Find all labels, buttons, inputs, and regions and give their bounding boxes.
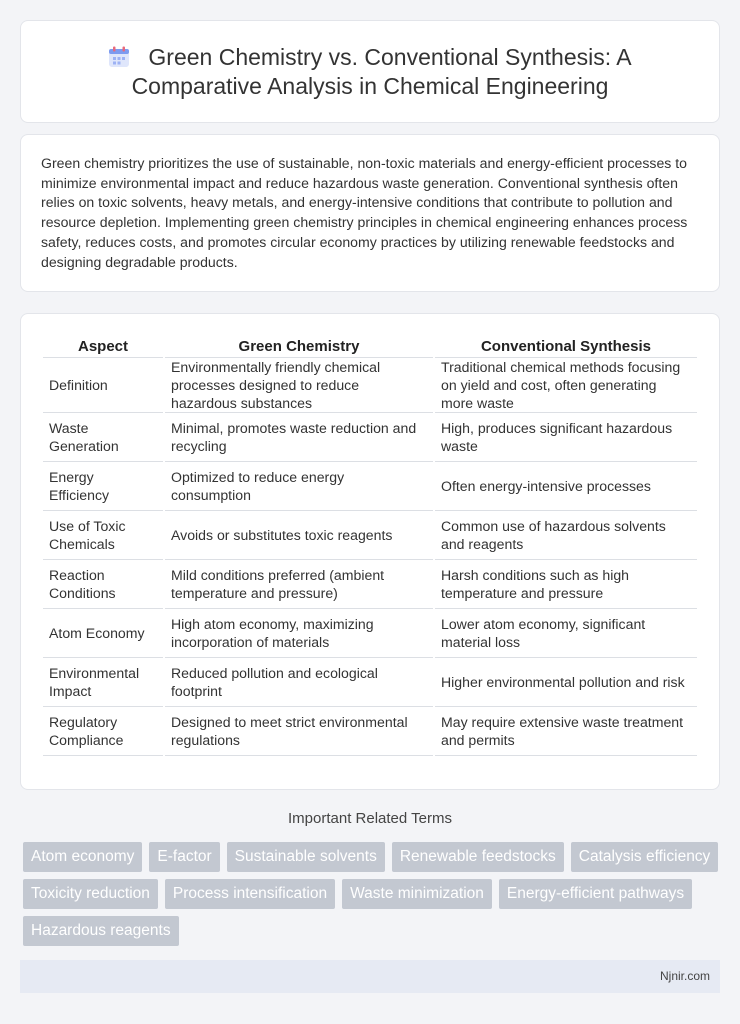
related-terms-heading: Important Related Terms — [288, 810, 452, 827]
aspect-cell: Environmental Impact — [43, 658, 163, 707]
related-term-tag[interactable]: Toxicity reduction — [23, 879, 158, 909]
conventional-cell: May require extensive waste treatment and permits — [435, 707, 697, 756]
page-title — [60, 43, 680, 101]
table-row — [43, 560, 697, 609]
related-term-tag[interactable]: Process intensification — [165, 879, 335, 909]
related-term-tag[interactable]: Renewable feedstocks — [392, 842, 564, 872]
aspect-cell: Atom Economy — [43, 609, 163, 658]
table-row — [43, 658, 697, 707]
green-cell: Designed to meet strict environmental regulations — [165, 707, 433, 756]
conventional-cell: High, produces significant hazardous waste — [435, 413, 697, 462]
aspect-cell: Regulatory Compliance — [43, 707, 163, 756]
related-term-tag[interactable]: E-factor — [149, 842, 219, 872]
related-term-tag[interactable]: Sustainable solvents — [227, 842, 385, 872]
related-term-tag[interactable]: Waste minimization — [342, 879, 492, 909]
comparison-table — [41, 332, 699, 756]
header-conventional-synthesis: Conventional Synthesis — [435, 332, 697, 358]
related-term-tag[interactable]: Energy-efficient pathways — [499, 879, 692, 909]
table-row — [43, 413, 697, 462]
related-terms-list — [23, 842, 723, 946]
green-cell: Environmentally friendly chemical processes designed to reduce hazardous substances — [165, 358, 433, 413]
conventional-cell: Higher environmental pollution and risk — [435, 658, 697, 707]
aspect-cell: Reaction Conditions — [43, 560, 163, 609]
conventional-cell: Often energy-intensive processes — [435, 462, 697, 511]
header-green-chemistry: Green Chemistry — [165, 332, 433, 358]
footer-site-link[interactable]: Njnir.com — [659, 969, 710, 983]
related-term-tag[interactable]: Hazardous reagents — [23, 916, 179, 946]
green-cell: Mild conditions preferred (ambient temperature and pressure) — [165, 560, 433, 609]
table-row — [43, 462, 697, 511]
comparison-table-card — [20, 313, 720, 790]
intro-card — [20, 134, 720, 292]
table-row — [43, 609, 697, 658]
green-cell: Avoids or substitutes toxic reagents — [165, 511, 433, 560]
green-cell: Minimal, promotes waste reduction and recycling — [165, 413, 433, 462]
table-header-row — [43, 332, 697, 358]
aspect-cell: Definition — [43, 358, 163, 413]
page-title-text: Green Chemistry vs. Conventional Synthesis: A Comparative Analysis in Chemical Engineering — [131, 43, 632, 99]
aspect-cell: Energy Efficiency — [43, 462, 163, 511]
table-row — [43, 511, 697, 560]
title-card — [20, 20, 720, 123]
conventional-cell: Lower atom economy, significant material loss — [435, 609, 697, 658]
footer — [20, 960, 720, 993]
related-term-tag[interactable]: Catalysis efficiency — [571, 842, 719, 872]
aspect-cell: Use of Toxic Chemicals — [43, 511, 163, 560]
related-term-tag[interactable]: Atom economy — [23, 842, 142, 872]
conventional-cell: Traditional chemical methods focusing on yield and cost, often generating more waste — [435, 358, 697, 413]
aspect-cell: Waste Generation — [43, 413, 163, 462]
green-cell: Reduced pollution and ecological footprint — [165, 658, 433, 707]
conventional-cell: Harsh conditions such as high temperature and pressure — [435, 560, 697, 609]
intro-paragraph: Green chemistry prioritizes the use of sustainable, non-toxic materials and energy-efficient processes to minimize environmental impact and reduce hazardous waste generation. Conventional synthesis often relies on toxic solvents, heavy metals, and energy-intensive conditions that contribute to pollution and resource depletion. Implementing green chemistry principles in chemical engineering enhances process safety, reduces costs, and promotes circular economy practices by utilizing renewable feedstocks and designing degradable products. — [41, 155, 688, 270]
table-row — [43, 707, 697, 756]
table-row — [43, 358, 697, 413]
conventional-cell: Common use of hazardous solvents and reagents — [435, 511, 697, 560]
header-aspect: Aspect — [43, 332, 163, 358]
green-cell: Optimized to reduce energy consumption — [165, 462, 433, 511]
calendar-icon — [108, 46, 130, 68]
green-cell: High atom economy, maximizing incorporation of materials — [165, 609, 433, 658]
